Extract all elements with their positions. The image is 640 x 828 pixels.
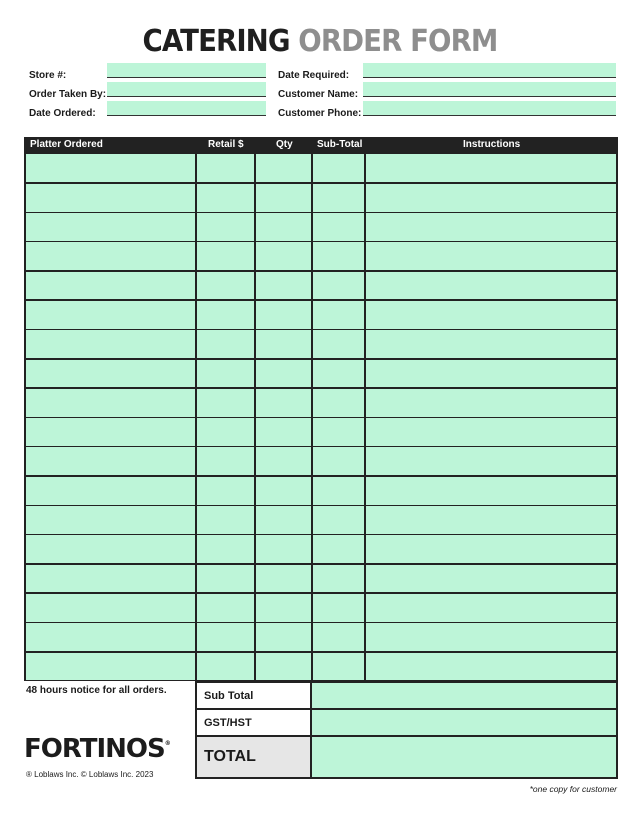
cell-qty-row-10[interactable] [256, 418, 311, 446]
cell-instructions-row-10[interactable] [366, 418, 616, 446]
cell-subtotal-row-13[interactable] [313, 506, 364, 534]
tax-field[interactable] [312, 710, 616, 735]
cell-platter-row-18[interactable] [26, 653, 195, 681]
cell-instructions-row-2[interactable] [366, 184, 616, 212]
copyright-text: ® Loblaws Inc. © Loblaws Inc. 2023 [26, 770, 154, 779]
cell-retail-row-11[interactable] [197, 447, 254, 475]
cell-qty-row-5[interactable] [256, 272, 311, 300]
cell-subtotal-row-9[interactable] [313, 389, 364, 417]
customer-name-field[interactable] [363, 82, 616, 97]
cell-platter-row-15[interactable] [26, 565, 195, 593]
cell-qty-row-14[interactable] [256, 535, 311, 563]
cell-retail-row-9[interactable] [197, 389, 254, 417]
date-ordered-field[interactable] [107, 101, 266, 116]
cell-platter-row-1[interactable] [26, 154, 195, 182]
cell-platter-row-3[interactable] [26, 213, 195, 241]
cell-qty-row-4[interactable] [256, 242, 311, 270]
cell-platter-row-11[interactable] [26, 447, 195, 475]
customer-phone-field[interactable] [363, 101, 616, 116]
cell-retail-row-6[interactable] [197, 301, 254, 329]
cell-retail-row-10[interactable] [197, 418, 254, 446]
customer-phone-label: Customer Phone: [278, 108, 362, 119]
form-title [26, 24, 615, 60]
cell-subtotal-row-12[interactable] [313, 477, 364, 505]
cell-subtotal-row-11[interactable] [313, 447, 364, 475]
title-order-form: ORDER FORM [298, 24, 498, 59]
cell-subtotal-row-1[interactable] [313, 154, 364, 182]
cell-qty-row-2[interactable] [256, 184, 311, 212]
order-taken-by-field[interactable] [107, 82, 266, 97]
cell-subtotal-row-16[interactable] [313, 594, 364, 622]
table-header [24, 137, 618, 153]
cell-platter-row-10[interactable] [26, 418, 195, 446]
total-field[interactable] [312, 737, 616, 777]
cell-subtotal-row-18[interactable] [313, 653, 364, 681]
col-qty: Qty [276, 139, 293, 150]
cell-instructions-row-14[interactable] [366, 535, 616, 563]
cell-retail-row-7[interactable] [197, 330, 254, 358]
cell-platter-row-7[interactable] [26, 330, 195, 358]
cell-retail-row-14[interactable] [197, 535, 254, 563]
cell-qty-row-13[interactable] [256, 506, 311, 534]
totals-box [195, 681, 618, 779]
cell-qty-row-3[interactable] [256, 213, 311, 241]
cell-qty-row-7[interactable] [256, 330, 311, 358]
col-instructions: Instructions [463, 139, 521, 150]
cell-retail-row-3[interactable] [197, 213, 254, 241]
cell-platter-row-8[interactable] [26, 360, 195, 388]
cell-qty-row-11[interactable] [256, 447, 311, 475]
cell-retail-row-2[interactable] [197, 184, 254, 212]
cell-platter-row-2[interactable] [26, 184, 195, 212]
copy-note: *one copy for customer [529, 784, 617, 794]
col-platter-ordered: Platter Ordered [30, 139, 103, 150]
cell-subtotal-row-2[interactable] [313, 184, 364, 212]
title-catering: CATERING [142, 24, 290, 59]
fortinos-logo [24, 734, 170, 764]
cell-instructions-row-15[interactable] [366, 565, 616, 593]
cell-instructions-row-8[interactable] [366, 360, 616, 388]
cell-retail-row-8[interactable] [197, 360, 254, 388]
cell-qty-row-9[interactable] [256, 389, 311, 417]
cell-instructions-row-12[interactable] [366, 477, 616, 505]
total-label: TOTAL [197, 737, 310, 777]
cell-platter-row-16[interactable] [26, 594, 195, 622]
customer-name-label: Customer Name: [278, 89, 359, 100]
cell-instructions-row-9[interactable] [366, 389, 616, 417]
logo-mark: ® [164, 740, 170, 747]
cell-platter-row-4[interactable] [26, 242, 195, 270]
cell-instructions-row-18[interactable] [366, 653, 616, 681]
cell-instructions-row-6[interactable] [366, 301, 616, 329]
cell-retail-row-12[interactable] [197, 477, 254, 505]
cell-qty-row-8[interactable] [256, 360, 311, 388]
cell-subtotal-row-3[interactable] [313, 213, 364, 241]
cell-retail-row-1[interactable] [197, 154, 254, 182]
cell-subtotal-row-14[interactable] [313, 535, 364, 563]
date-required-field[interactable] [363, 63, 616, 78]
cell-instructions-row-17[interactable] [366, 623, 616, 651]
cell-platter-row-12[interactable] [26, 477, 195, 505]
date-ordered-label: Date Ordered: [29, 108, 96, 119]
cell-platter-row-9[interactable] [26, 389, 195, 417]
cell-instructions-row-5[interactable] [366, 272, 616, 300]
cell-qty-row-15[interactable] [256, 565, 311, 593]
col-retail: Retail $ [208, 139, 244, 150]
cell-retail-row-15[interactable] [197, 565, 254, 593]
notice-text: 48 hours notice for all orders. [26, 685, 167, 696]
cell-subtotal-row-7[interactable] [313, 330, 364, 358]
cell-retail-row-4[interactable] [197, 242, 254, 270]
date-required-label: Date Required: [278, 70, 350, 81]
cell-subtotal-row-10[interactable] [313, 418, 364, 446]
tax-label: GST/HST [197, 710, 310, 735]
cell-platter-row-17[interactable] [26, 623, 195, 651]
cell-instructions-row-7[interactable] [366, 330, 616, 358]
cell-subtotal-row-17[interactable] [313, 623, 364, 651]
cell-qty-row-6[interactable] [256, 301, 311, 329]
cell-qty-row-18[interactable] [256, 653, 311, 681]
cell-platter-row-13[interactable] [26, 506, 195, 534]
cell-platter-row-6[interactable] [26, 301, 195, 329]
cell-instructions-row-16[interactable] [366, 594, 616, 622]
subtotal-label: Sub Total [197, 683, 310, 708]
cell-retail-row-18[interactable] [197, 653, 254, 681]
cell-qty-row-17[interactable] [256, 623, 311, 651]
store-label: Store #: [29, 70, 67, 81]
cell-platter-row-5[interactable] [26, 272, 195, 300]
order-table [24, 137, 618, 681]
cell-instructions-row-4[interactable] [366, 242, 616, 270]
cell-qty-row-16[interactable] [256, 594, 311, 622]
cell-instructions-row-3[interactable] [366, 213, 616, 241]
cell-instructions-row-13[interactable] [366, 506, 616, 534]
cell-subtotal-row-5[interactable] [313, 272, 364, 300]
store-field[interactable] [107, 63, 266, 78]
cell-subtotal-row-6[interactable] [313, 301, 364, 329]
cell-subtotal-row-15[interactable] [313, 565, 364, 593]
cell-retail-row-5[interactable] [197, 272, 254, 300]
col-sub-total: Sub-Total [317, 139, 363, 150]
cell-subtotal-row-8[interactable] [313, 360, 364, 388]
logo-text: FORTINOS [24, 734, 165, 764]
cell-instructions-row-11[interactable] [366, 447, 616, 475]
order-taken-by-label: Order Taken By: [29, 89, 107, 100]
subtotal-field[interactable] [312, 683, 616, 708]
cell-retail-row-13[interactable] [197, 506, 254, 534]
cell-instructions-row-1[interactable] [366, 154, 616, 182]
cell-qty-row-12[interactable] [256, 477, 311, 505]
cell-retail-row-16[interactable] [197, 594, 254, 622]
cell-qty-row-1[interactable] [256, 154, 311, 182]
cell-platter-row-14[interactable] [26, 535, 195, 563]
cell-subtotal-row-4[interactable] [313, 242, 364, 270]
cell-retail-row-17[interactable] [197, 623, 254, 651]
